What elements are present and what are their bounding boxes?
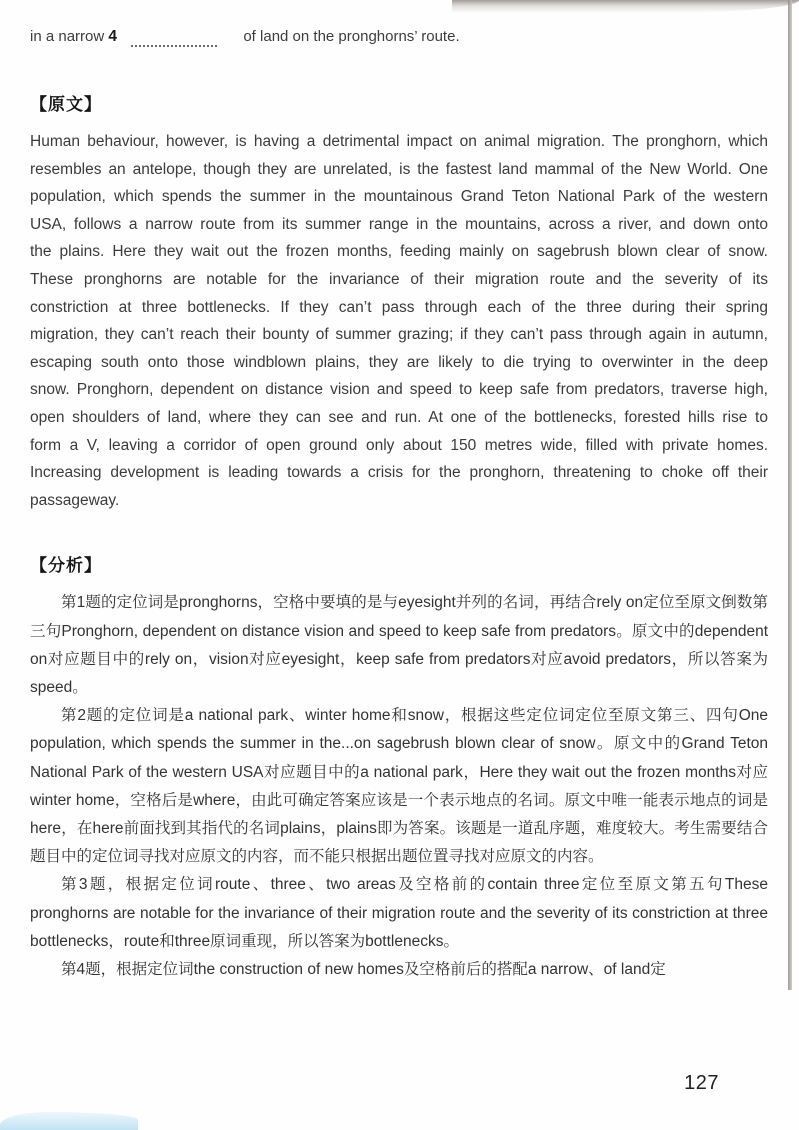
analysis-paragraph-q2: 第2题的定位词是a national park、winter home和snow，根据这些定位词定位至原文第三、四句One population, which spends the summer in the...on sagebrush blown clear of snow。原文中的Grand Teton National Park of the western USA对应题目中的a national park，Here they wait out the frozen months对应winter home，空格后是where，由此可确定答案应该是一个表示地点的名词。原文中唯一能表示地点的词是here，在here前面找到其指代的名词plains，plains即为答案。该题是一道乱序题，难度较大。考生需要结合题目中的定位词寻找对应原文的内容，而不能只根据出题位置寻找对应原文的内容。	[30, 707, 768, 866]
question-number: 4	[108, 28, 117, 45]
answer-blank	[131, 32, 217, 47]
section-header-analysis: 【分析】	[30, 556, 102, 576]
section-header-original-text: 【原文】	[30, 95, 102, 114]
question-text-suffix: of land on the pronghorns’ route.	[243, 28, 460, 45]
scan-smudge-blue	[0, 1112, 138, 1130]
page-number: 127	[684, 1072, 719, 1094]
analysis-paragraphs	[30, 589, 768, 984]
analysis-paragraph-q4: 第4题，根据定位词the construction of new homes及空格前后的搭配a narrow、of land定	[61, 960, 666, 978]
original-text-paragraph: Human behaviour, however, is having a detrimental impact on animal migration. The pronghorn, which resembles an antelope, though they are unrelated, is the fastest land mammal of the New World. One population, which spends the summer in the mountainous Grand Teton National Park of the western USA, follows a narrow route from its summer range in the mountains, across a river, and down onto the plains. Here they wait out the frozen months, feeding mainly on sagebrush blown clear of snow. These pronghorns are notable for the invariance of their migration route and the severity of its constriction at three bottlenecks. If they can’t pass through each of the three during their spring migration, they can’t reach their bounty of summer grazing; if they can’t pass through again in autumn, escaping south onto those windblown plains, they are likely to die trying to overwinter in the deep snow. Pronghorn, dependent on distance vision and speed to keep safe from predators, traverse high, open shoulders of land, where they can see and run. At one of the bottlenecks, forested hills rise to form a V, leaving a corridor of open ground only about 150 metres wide, filled with private homes. Increasing development is leading towards a crisis for the pronghorn, threatening to choke off their passageway.	[30, 133, 768, 509]
analysis-paragraph-q1: 第1题的定位词是pronghorns，空格中要填的是与eyesight并列的名词，再结合rely on定位至原文倒数第三句Pronghorn, dependent on distance vision and speed to keep safe from predators。原文中的dependent on对应题目中的rely on，vision对应eyesight，keep safe from predators对应avoid predators，所以答案为speed。	[30, 594, 768, 696]
question-completion-line	[30, 0, 768, 47]
analysis-paragraph-q3: 第3题，根据定位词route、three、two areas及空格前的contain three定位至原文第五句These pronghorns are notable for the invariance of their migration route and the severity of its constriction at three bottlenecks，route和three原词重现，所以答案为bottlenecks。	[30, 876, 768, 950]
question-text-prefix: in a narrow	[30, 28, 105, 45]
